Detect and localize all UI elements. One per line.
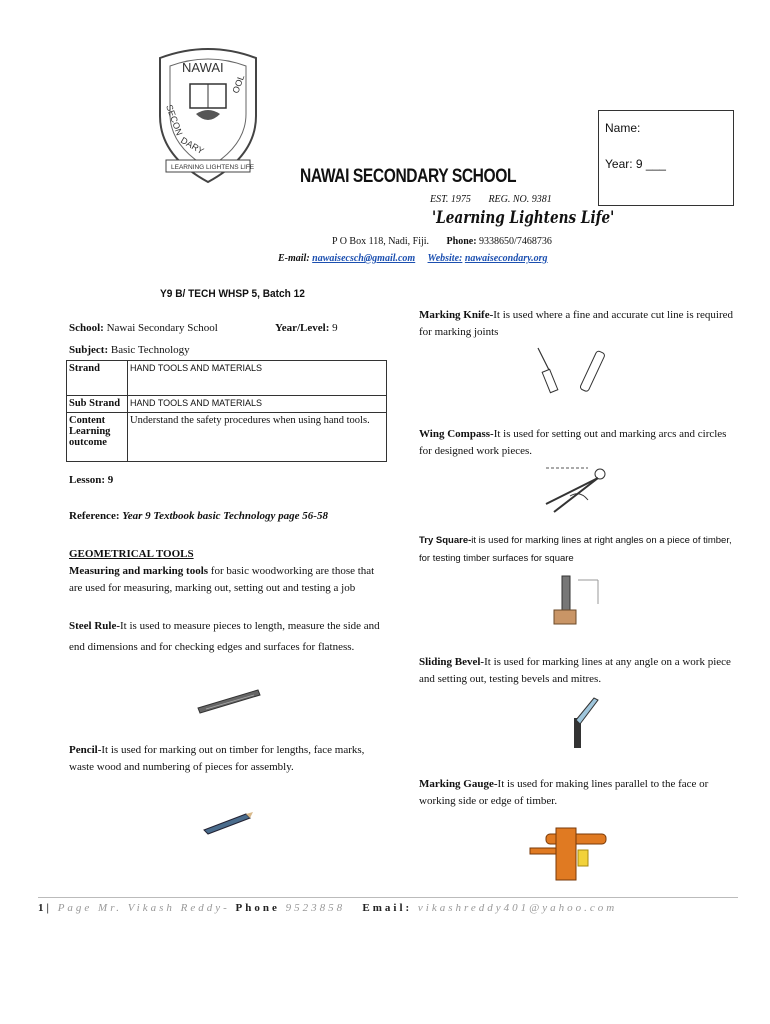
phone-label: Phone: — [446, 236, 477, 247]
address-text: P O Box 118, Nadi, Fiji. — [332, 236, 430, 247]
footer-phone: 9523858 — [285, 902, 346, 914]
year-level-line — [275, 322, 338, 334]
marking-gauge-image — [516, 820, 616, 895]
subject-line — [69, 344, 190, 356]
marking-gauge-text: It is used for making lines parallel to the face or working side or edge of timber. — [419, 778, 709, 807]
wing-compass-image — [540, 460, 620, 521]
est-text: EST. 1975 — [430, 194, 471, 205]
reference-label: Reference: — [69, 510, 120, 522]
measuring-term: Measuring and marking tools — [69, 565, 209, 577]
curriculum-table — [66, 360, 387, 462]
marking-gauge-paragraph — [419, 776, 739, 810]
footer-rule — [38, 897, 738, 898]
try-square-text: it is used for marking lines at right angles on a piece of timber, for testing timber surfaces for square — [419, 535, 732, 564]
batch-title: Y9 B/ TECH WHSP 5, Batch 12 — [160, 288, 305, 300]
steel-rule-text: It is used to measure pieces to length, measure the side and end dimensions and for checking edges and surfaces for flatness. — [69, 620, 380, 653]
steel-rule-paragraph — [69, 616, 387, 658]
substrand-value: HAND TOOLS AND MATERIALS — [130, 398, 263, 408]
website-link[interactable]: nawaisecondary.org — [464, 253, 548, 264]
school-label: School: — [69, 322, 104, 334]
clo-value: Understand the safety procedures when using hand tools. — [130, 415, 370, 426]
year-level-value: 9 — [332, 322, 338, 334]
clo-row — [67, 413, 387, 462]
svg-text:DARY: DARY — [179, 135, 206, 157]
school-logo — [152, 46, 264, 186]
geometrical-tools-heading: GEOMETRICAL TOOLS — [69, 548, 194, 560]
footer-author: Page Mr. Vikash Reddy- — [57, 902, 230, 914]
measuring-text: for basic woodworking are those that are used for measuring, marking out, setting out and testing a job — [69, 565, 375, 594]
steel-rule-image — [196, 686, 262, 721]
try-square-paragraph — [419, 532, 739, 568]
est-reg-line — [430, 194, 552, 205]
name-year-box[interactable] — [598, 110, 734, 206]
substrand-row — [67, 396, 387, 413]
marking-knife-term: Marking Knife- — [419, 309, 494, 321]
school-motto: 'Learning Lightens Life' — [432, 208, 615, 228]
pencil-text: It is used for marking out on timber for lengths, face marks, waste wood and numbering of pieces for assembly. — [69, 744, 365, 773]
name-field-label: Name: — [605, 121, 641, 135]
strand-value: HAND TOOLS AND MATERIALS — [130, 363, 263, 373]
lesson-line: Lesson: 9 — [69, 474, 114, 486]
strand-row — [67, 361, 387, 396]
try-square-term: Try Square- — [419, 535, 472, 546]
clo-label-3: outcome — [69, 437, 107, 448]
wing-compass-term: Wing Compass- — [419, 428, 494, 440]
pencil-image — [198, 808, 254, 841]
svg-text:NAWAI: NAWAI — [182, 60, 224, 75]
year-field-label: Year: 9 ___ — [605, 157, 666, 171]
pencil-term: Pencil- — [69, 744, 102, 756]
email-label: E-mail: — [278, 253, 310, 264]
sliding-bevel-paragraph — [419, 654, 739, 688]
sliding-bevel-image — [560, 696, 600, 761]
svg-text:OOL: OOL — [230, 73, 247, 95]
substrand-label: Sub Strand — [69, 398, 121, 409]
contact-line — [278, 253, 548, 264]
footer-email-label: Email: — [362, 902, 413, 914]
school-name: NAWAI SECONDARY SCHOOL — [300, 166, 517, 187]
sliding-bevel-text: It is used for marking lines at any angle on a work piece and setting out, testing bevels and mitres. — [419, 656, 731, 685]
marking-knife-text: It is used where a fine and accurate cut line is required for marking joints — [419, 309, 734, 338]
year-level-label: Year/Level: — [275, 322, 330, 334]
marking-knife-image — [530, 344, 610, 405]
strand-label: Strand — [69, 363, 100, 374]
clo-label-1: Content — [69, 415, 106, 426]
wing-compass-paragraph — [419, 426, 739, 460]
subject-value: Basic Technology — [110, 344, 190, 356]
subject-label: Subject: — [69, 344, 109, 356]
page-number: 1 — [38, 902, 47, 914]
pencil-paragraph — [69, 742, 389, 776]
reference-line — [69, 510, 328, 522]
website-label: Website: — [427, 253, 463, 264]
footer-phone-label: Phone — [235, 902, 280, 914]
marking-gauge-term: Marking Gauge- — [419, 778, 498, 790]
phone-text: 9338650/7468736 — [479, 236, 552, 247]
reference-value: Year 9 Textbook basic Technology page 56-58 — [122, 510, 328, 522]
sliding-bevel-term: Sliding Bevel- — [419, 656, 485, 668]
svg-text:LEARNING LIGHTENS LIFE: LEARNING LIGHTENS LIFE — [171, 164, 255, 171]
clo-label-2: Learning — [69, 426, 111, 437]
footer-email[interactable]: vikashreddy401@yahoo.com — [417, 902, 618, 914]
school-line — [69, 322, 218, 334]
page-footer: 1| Page Mr. Vikash Reddy- Phone 9523858 Email: vikashreddy401@yahoo.com — [38, 902, 618, 914]
email-link[interactable]: nawaisecsch@gmail.com — [312, 253, 416, 264]
try-square-image — [548, 574, 608, 635]
address-line — [332, 236, 552, 247]
measuring-marking-paragraph — [69, 563, 389, 597]
school-value: Nawai Secondary School — [106, 322, 218, 334]
marking-knife-paragraph — [419, 307, 737, 341]
reg-text: REG. NO. 9381 — [488, 194, 552, 205]
svg-text:SECON: SECON — [164, 103, 185, 137]
wing-compass-text: It is used for setting out and marking arcs and circles for designed work pieces. — [419, 428, 727, 457]
steel-rule-term: Steel Rule- — [69, 620, 121, 632]
